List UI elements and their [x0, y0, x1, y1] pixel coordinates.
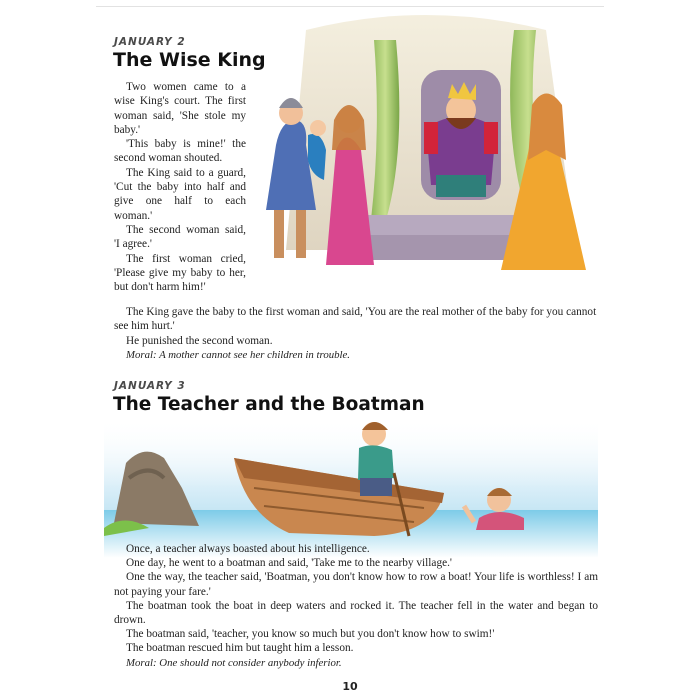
story1-narrow-text: [114, 80, 246, 294]
story2-date: JANUARY 3: [114, 380, 186, 392]
king-court-illustration: [246, 10, 604, 300]
story1-paragraph: 'This baby is mine!' the second woman shouted.: [114, 138, 246, 165]
story1-date: JANUARY 2: [114, 36, 186, 48]
story2-moral: Moral: One should not consider anybody inferior.: [126, 656, 342, 669]
story1-paragraph: The King said to a guard, 'Cut the baby into half and give one half to each woman.': [114, 166, 246, 222]
story2-paragraph: The boatman took the boat in deep waters and rocked it. The teacher fell in the water and began to drown.: [114, 599, 598, 627]
story1-paragraph: The second woman said, 'I agree.': [114, 223, 246, 251]
story2-paragraph: One the way, the teacher said, 'Boatman, you don't know how to row a boat! Your life is worthless! I am not paying your fare.': [114, 571, 598, 598]
story1-paragraph: Two women came to a wise King's court. The first woman said, 'She stole my baby.': [114, 81, 246, 136]
story1-paragraph: The King gave the baby to the first woman and said, 'You are the real mother of the baby for you cannot see him hurt.': [114, 306, 597, 333]
story1-title: The Wise King: [113, 49, 266, 71]
story1-paragraph: The first woman cried, 'Please give my baby to her, but don't harm him!': [114, 252, 246, 294]
story1-paragraph: He punished the second woman.: [126, 334, 273, 347]
story2-paragraph: Once, a teacher always boasted about his intelligence.: [126, 543, 370, 555]
story2-text: [114, 542, 598, 670]
story2-title: The Teacher and the Boatman: [113, 394, 425, 415]
story1-moral: Moral: A mother cannot see her children in trouble.: [126, 348, 351, 361]
page-number: 10: [342, 680, 358, 693]
story2-paragraph: The boatman rescued him but taught him a lesson.: [126, 642, 354, 655]
story2-paragraph: The boatman said, 'teacher, you know so much but you don't know how to swim!': [126, 628, 495, 641]
boat-illustration: [104, 418, 598, 558]
story1-wide-text: [114, 305, 598, 362]
story2-paragraph: One day, he went to a boatman and said, 'Take me to the nearby village.': [126, 557, 452, 570]
